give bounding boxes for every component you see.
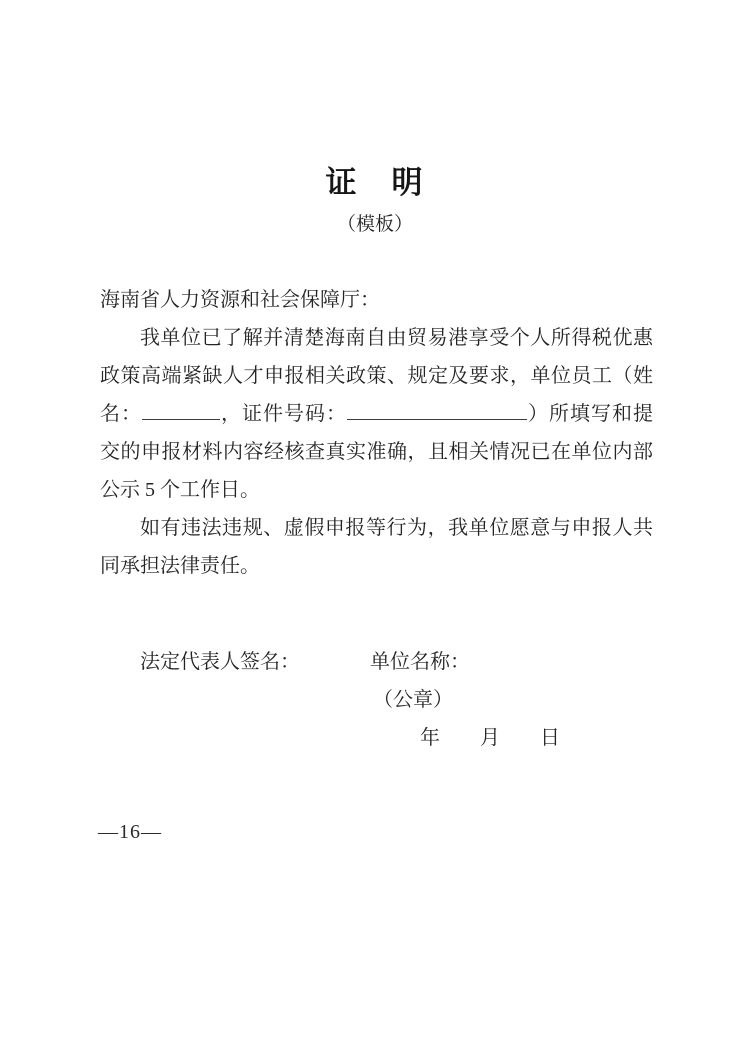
signature-block bbox=[100, 643, 653, 757]
page-number: —16— bbox=[98, 821, 162, 843]
signature-row-seal bbox=[100, 681, 653, 719]
name-blank-line bbox=[142, 417, 220, 420]
document-body bbox=[100, 281, 653, 585]
official-seal-label: （公章） bbox=[373, 689, 453, 711]
unit-name-label: 单位名称： bbox=[370, 651, 470, 673]
document-subtitle: （模板） bbox=[336, 214, 413, 235]
signature-row-date bbox=[100, 719, 653, 757]
paragraph-liability: 如有违法违规、虚假申报等行为，我单位愿意与申报人共同承担法律责任。 bbox=[100, 517, 653, 577]
legal-representative-signature-label: 法定代表人签名： bbox=[140, 651, 300, 673]
para1-text-after-id: ）所填写和提交的申报材料内容经核查真实准确，且相关情况已在单位内部公示 5 个工作日。 bbox=[100, 403, 653, 501]
id-number-blank-line bbox=[347, 417, 527, 420]
signature-row-labels bbox=[100, 643, 653, 681]
salutation-line: 海南省人力资源和社会保障厅： bbox=[100, 289, 380, 311]
date-line: 年 月 日 bbox=[420, 727, 560, 749]
document-title: 证 明 bbox=[325, 165, 425, 200]
para1-text-before-name: 我单位已了解并清楚海南自由贸易港享受个人所得税优惠政策高端紧缺人才申报相关政策、规定及要求，单位员工（姓名： bbox=[100, 327, 653, 425]
para1-text-between-blanks: ，证件号码： bbox=[220, 403, 347, 425]
paragraph-declaration bbox=[100, 319, 653, 509]
